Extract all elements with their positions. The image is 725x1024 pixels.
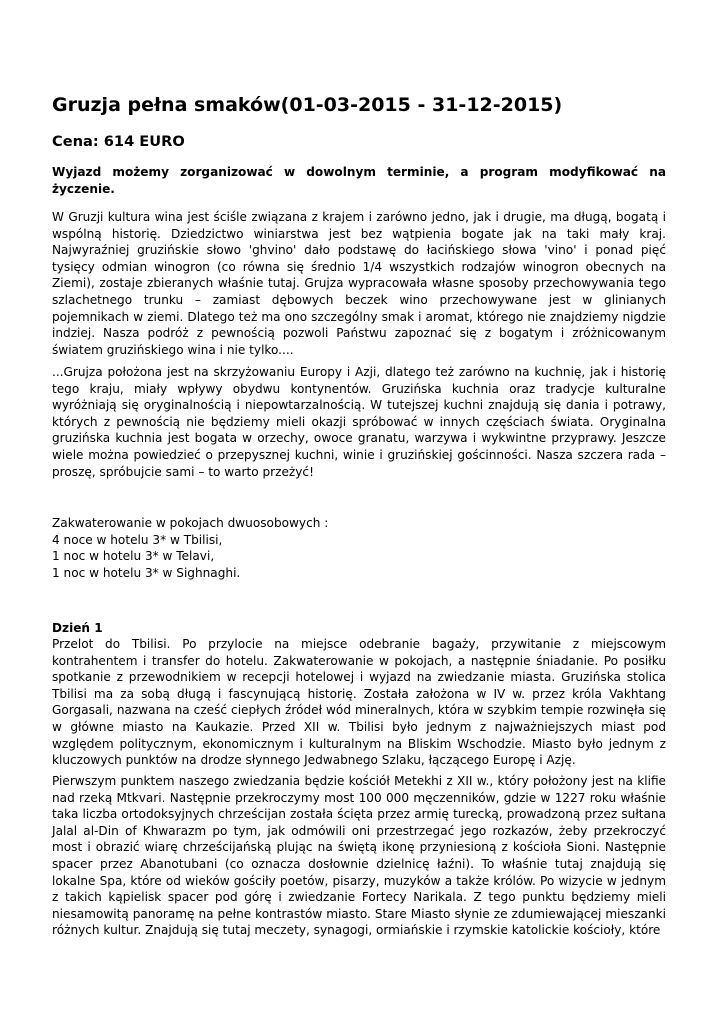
accommodation-line: 1 noc w hotelu 3* w Sighnaghi. (52, 565, 241, 580)
day-1-paragraph: Pierwszym punktem naszego zwiedzania będzie kościół Metekhi z XII w., który położony jest na klifie nad rzeką Mtkvari. Następnie przekroczymy most 100 000 męczenników, gdzie w 1227 roku właśnie taka liczba ortodoksyjnych chrześcijan została ścięta przez armię turecką, prowadzoną przez sułtana Jalal al-Din of Khwarazm po tym, jak odmówili oni przestrzegać jego rozkazów, żeby przekroczyć most i obrazić wiarę chrześcijańską plując na świętą ikonę przyniesioną z kościoła Sioni. Następnie spacer przez Abanotubani (co oznacza dosłownie dzielnicę łaźni). To właśnie tutaj znajdują się lokalne Spa, które od wieków gościły poetów, pisarzy, muzyków a także królów. Po wizycie w jednym z takich kąpielisk spacer pod górę i zwiedzanie Fortecy Narikala. Z tego punktu będziemy mieli niesamowitą panoramę na pełne kontrastów miasto. Stare Miasto słynie ze zdumiewającej mieszanki różnych kultur. Znajdują się tutaj meczety, synagogi, ormiańskie i rzymskie katolickie kościoły, które (52, 774, 666, 938)
price-heading: Cena: 614 EURO (52, 133, 185, 150)
page-title: Gruzja pełna smaków(01-03-2015 - 31-12-2015) (52, 94, 563, 116)
accommodation-line: 4 noce w hotelu 3* w Tbilisi, (52, 532, 223, 547)
accommodation-line: 1 noc w hotelu 3* w Telavi, (52, 549, 215, 564)
day-1-heading: Dzień 1 (52, 621, 103, 635)
accommodation-section (52, 515, 666, 581)
accommodation-heading: Zakwaterowanie w pokojach dwuosobowych : (52, 516, 329, 530)
intro-note: Wyjazd możemy zorganizować w dowolnym terminie, a program modyfikować na życzenie. (52, 165, 666, 196)
paragraph-wine: W Gruzji kultura wina jest ściśle związana z krajem i zarówno jedno, jak i drugie, ma długą, bogatą i wspólną historię. Dziedzictwo winiarstwa jest bez wątpienia bogate jak na taki mały kraj. Najwyraźniej gruzińskie słowo 'ghvino' dało podstawę do łacińskiego słowa 'vino' i ponad pięć tysięcy odmian winogron (co równa się średnio 1/4 wszystkich rodzajów winogron obecnych na Ziemi), zostaje zbieranych właśnie tutaj. Grujza wypracowała własne sposoby przechowywania tego szlachetnego trunku – zamiast dębowych beczek wino przechowywane jest w glinianych pojemnikach w ziemi. Dlatego też ma ono szczególny smak i aromat, którego nie znajdziemy nigdzie indziej. Nasza podróż z pewnością pozwoli Państwu zapoznać się z bogatym i zróżnicowanym światem gruzińskiego wina i nie tylko.... (52, 210, 666, 357)
day-1-paragraph: Przelot do Tbilisi. Po przylocie na miejsce odebranie bagaży, przywitanie z miejscowym kontrahentem i transfer do hotelu. Zakwaterowanie w pokojach, a następnie śniadanie. Po posiłku spotkanie z przewodnikiem w recepcji hotelowej i wyjazd na zwiedzanie miasta. Gruzińska stolica Tbilisi ma za sobą długą i fascynującą historię. Została założona w IV w. przez króla Vakhtang Gorgasali, nazwana na cześć ciepłych źródeł wód mineralnych, która w szybkim tempie rozwinęła się w główne miasto na Kaukazie. Przed XII w. Tbilisi było jednym z najważniejszych miast pod względem politycznym, ekonomicznym i kulturalnym na Bliskim Wschodzie. Miasto było jednym z kluczowych punktów na drodze słynnego Jedwabnego Szlaku, łączącego Europę i Azję. (52, 637, 666, 768)
paragraph-cuisine: ...Grujza położona jest na skrzyżowaniu Europy i Azji, dlatego też zarówno na kuchnię, jak i historię tego kraju, miały wpływy obydwu kontynentów. Gruzińska kuchnia oraz tradycje kulturalne wyróżniają się oryginalnością i niepowtarzalnością. W tutejszej kuchni znajdują się dania i potrawy, których z pewnością nie będziemy mieli okazji spróbować w innych częściach świata. Oryginalna gruzińska kuchnia jest bogata w orzechy, owoce granatu, warzywa i wykwintne przyprawy. Jeszcze wiele można powiedzieć o przepysznej kuchni, winie i gruzińskiej gościnności. Nasza szczera rada – proszę, spróbujcie sami – to warto przeżyć! (52, 365, 666, 479)
